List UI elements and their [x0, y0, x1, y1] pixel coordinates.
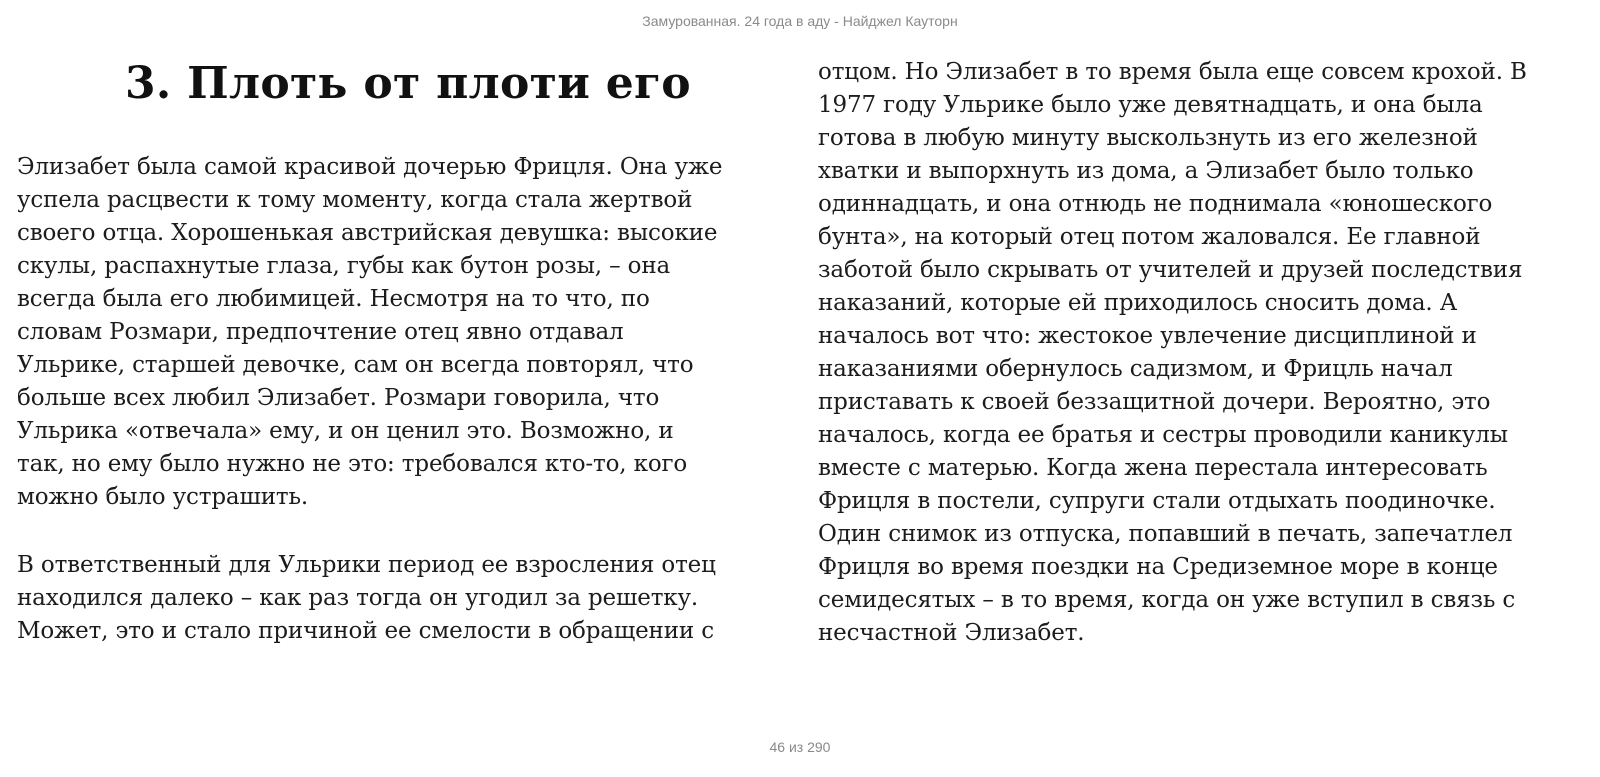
text-line: Ульрике, старшей девочке, сам он всегда повторял, что — [17, 352, 694, 378]
text-line: отцом. Но Элизабет в то время была еще совсем крохой. В — [818, 59, 1527, 85]
text-line: хватки и выпорхнуть из дома, а Элизабет было только — [818, 158, 1474, 184]
text-line: Ульрика «отвечала» ему, и он ценил это. Возможно, и — [17, 418, 674, 444]
chapter-title: 3. Плоть от плоти его — [125, 58, 691, 109]
text-line: скулы, распахнутые глаза, губы как бутон розы, – она — [17, 253, 671, 279]
page-indicator: 46 из 290 — [769, 739, 831, 755]
text-line: Элизабет была самой красивой дочерью Фрицля. Она уже — [17, 154, 723, 180]
text-line: одиннадцать, и она отнюдь не поднимала «юношеского — [818, 191, 1493, 217]
text-line: наказаниями обернулось садизмом, и Фрицль начал — [818, 356, 1453, 382]
text-line: 1977 году Ульрике было уже девятнадцать, и она была — [818, 92, 1483, 118]
text-line: Может, это и стало причиной ее смелости в обращении с — [17, 618, 714, 644]
text-line: больше всех любил Элизабет. Розмари говорила, что — [17, 385, 660, 411]
text-line: приставать к своей беззащитной дочери. Вероятно, это — [818, 389, 1491, 415]
text-line: вместе с матерью. Когда жена перестала интересовать — [818, 455, 1488, 481]
book-title-header: Замурованная. 24 года в аду - Найджел Кауторн — [642, 13, 958, 29]
text-line: несчастной Элизабет. — [818, 620, 1085, 646]
text-line: находился далеко – как раз тогда он угодил за решетку. — [17, 585, 699, 611]
text-line: бунта», на который отец потом жаловался. Ее главной — [818, 224, 1481, 250]
text-line: так, но ему было нужно не это: требовался кто-то, кого — [17, 451, 688, 477]
text-line: Фрицля в постели, супруги стали отдыхать поодиночке. — [818, 488, 1496, 514]
paragraph-2 — [17, 549, 716, 648]
text-line: всегда была его любимицей. Несмотря на то что, по — [17, 286, 650, 312]
text-line: семидесятых – в то время, когда он уже вступил в связь с — [818, 587, 1516, 613]
text-line: можно было устрашить. — [17, 484, 308, 510]
text-line: своего отца. Хорошенькая австрийская девушка: высокие — [17, 220, 718, 246]
text-line: заботой было скрывать от учителей и друзей последствия — [818, 257, 1523, 283]
text-line: наказаний, которые ей приходилось сносить дома. А — [818, 290, 1457, 316]
text-line: готова в любую минуту выскользнуть из его железной — [818, 125, 1478, 151]
text-line: Фрицля во время поездки на Средиземное море в конце — [818, 554, 1498, 580]
text-line: началось, когда ее братья и сестры проводили каникулы — [818, 422, 1508, 448]
paragraph-continued — [818, 56, 1527, 650]
text-line: словам Розмари, предпочтение отец явно отдавал — [17, 319, 624, 345]
text-line: успела расцвести к тому моменту, когда стала жертвой — [17, 187, 693, 213]
text-line: началось вот что: жестокое увлечение дисциплиной и — [818, 323, 1477, 349]
text-line: Один снимок из отпуска, попавший в печать, запечатлел — [818, 521, 1513, 547]
paragraph-1 — [17, 151, 722, 514]
text-line: В ответственный для Ульрики период ее взросления отец — [17, 552, 716, 578]
